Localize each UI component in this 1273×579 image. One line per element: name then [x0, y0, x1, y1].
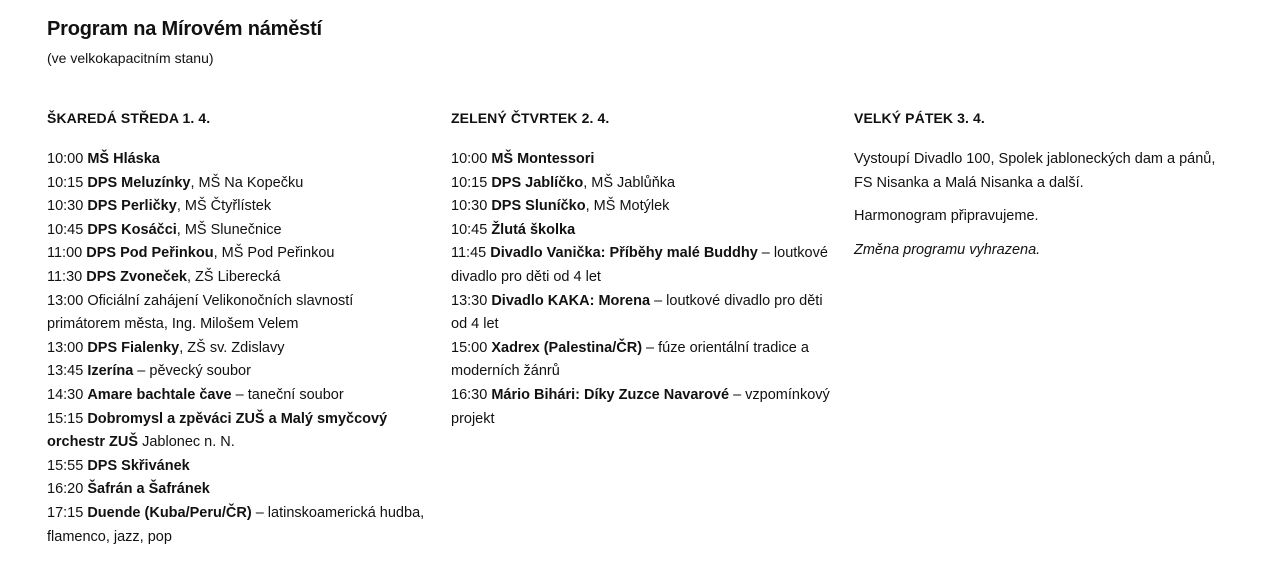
program-item — [47, 266, 427, 290]
program-detail: Jablonec n. N. — [138, 434, 235, 451]
program-time: 10:00 — [451, 151, 488, 167]
program-performer: DPS Fialenky — [87, 339, 180, 356]
program-time: 10:00 — [47, 151, 84, 167]
program-performer: DPS Kosáčci — [87, 221, 177, 238]
program-detail: , MŠ Slunečnice — [176, 221, 282, 238]
change-notice: Změna programu vyhrazena. — [854, 241, 1041, 258]
program-time: 14:30 — [47, 386, 84, 403]
program-detail: , ZŠ sv. Zdislavy — [179, 339, 285, 356]
program-detail: , MŠ Motýlek — [585, 198, 670, 215]
program-time: 15:55 — [47, 457, 84, 474]
program-item — [451, 242, 831, 289]
program-time: 13:30 — [451, 292, 488, 309]
program-detail: , MŠ Čtyřlístek — [176, 198, 272, 215]
program-performer: MŠ Hláska — [87, 151, 160, 167]
program-performer: Duende (Kuba/Peru/ČR) — [87, 504, 252, 521]
program-list — [451, 148, 831, 431]
program-detail: – loutkové divadlo pro děti od 4 let — [451, 292, 823, 333]
program-time: 11:30 — [47, 268, 83, 285]
program-time: 13:00 — [47, 339, 84, 356]
program-item — [451, 337, 831, 384]
program-performer: Žlutá školka — [491, 221, 576, 238]
program-time: 15:15 — [47, 410, 84, 427]
program-time: 10:45 — [47, 221, 84, 238]
program-time: 13:45 — [47, 363, 84, 380]
program-time: 10:30 — [47, 198, 84, 215]
program-performer: DPS Skřivánek — [87, 457, 190, 474]
program-item — [47, 384, 427, 408]
day-column-wednesday — [47, 106, 427, 549]
program-time: 16:20 — [47, 481, 84, 498]
program-performer: MŠ Montessori — [491, 151, 595, 167]
program-item — [451, 219, 831, 243]
program-item — [47, 337, 427, 361]
program-item — [47, 455, 427, 479]
day-heading: VELKÝ PÁTEK 3. 4. — [854, 110, 985, 126]
day-heading: ŠKAREDÁ STŘEDA 1. 4. — [47, 110, 211, 126]
program-time: 11:00 — [47, 245, 83, 262]
program-performer: Dobromysl a zpěváci ZUŠ a Malý smyčcový orchestr ZUŠ — [47, 410, 388, 451]
program-detail: , MŠ Na Kopečku — [190, 174, 304, 191]
program-item — [451, 172, 831, 196]
program-time: 10:15 — [451, 174, 488, 191]
program-item — [47, 290, 427, 337]
program-time: 10:15 — [47, 174, 84, 191]
page-title: Program na Mírovém náměstí — [47, 18, 322, 40]
program-detail: , ZŠ Liberecká — [187, 268, 281, 285]
page-subtitle: (ve velkokapacitním stanu) — [47, 50, 214, 66]
program-performer: DPS Meluzínky — [87, 174, 191, 191]
program-detail: – pěvecký soubor — [133, 363, 251, 380]
program-performer: DPS Pod Peřinkou — [86, 245, 214, 262]
program-performer: Divadlo KAKA: Morena — [491, 292, 651, 309]
program-performer: Divadlo Vanička: Příběhy malé Buddhy — [490, 245, 758, 262]
program-performer: Izerína — [87, 363, 134, 380]
program-time: 10:45 — [451, 221, 488, 238]
program-item — [451, 384, 831, 431]
program-item — [47, 478, 427, 502]
program-performer: Šafrán a Šafránek — [87, 481, 210, 498]
program-item — [47, 502, 427, 549]
program-item — [451, 195, 831, 219]
program-time: 17:15 — [47, 504, 84, 521]
program-item — [47, 242, 427, 266]
program-detail: – fúze orientální tradice a moderních žánrů — [451, 339, 809, 380]
program-performer: Mário Bihári: Díky Zuzce Navarové — [491, 386, 730, 403]
program-detail: – vzpomínkový projekt — [451, 386, 830, 427]
program-time: 10:30 — [451, 198, 488, 215]
program-time: 13:00 — [47, 292, 84, 309]
program-item — [47, 408, 427, 455]
program-performer: DPS Sluníčko — [491, 198, 586, 215]
day-column-friday — [854, 106, 1234, 272]
program-detail: , MŠ Jablůňka — [583, 174, 676, 191]
friday-schedule-note: Harmonogram připravujeme. — [854, 208, 1039, 225]
program-detail: – taneční soubor — [231, 386, 344, 403]
program-item — [47, 219, 427, 243]
program-time: 11:45 — [451, 245, 487, 262]
program-section — [47, 14, 1257, 545]
program-item — [47, 148, 427, 172]
program-performer: Amare bachtale čave — [87, 386, 232, 403]
program-detail: Oficiální zahájení Velikonočních slavností primátorem města, Ing. Milošem Velem — [47, 292, 354, 333]
program-performer: Xadrex (Palestina/ČR) — [491, 339, 643, 356]
program-item — [451, 148, 831, 172]
program-time: 15:00 — [451, 339, 488, 356]
day-column-thursday — [451, 106, 831, 431]
program-item — [451, 290, 831, 337]
program-time: 16:30 — [451, 386, 488, 403]
program-item — [47, 195, 427, 219]
program-detail: – latinskoamerická hudba, flamenco, jazz, pop — [47, 504, 425, 545]
program-list — [47, 148, 427, 549]
program-detail: , MŠ Pod Peřinkou — [213, 245, 335, 262]
program-item — [47, 172, 427, 196]
program-detail: – loutkové divadlo pro děti od 4 let — [451, 245, 828, 285]
friday-description: Vystoupí Divadlo 100, Spolek jabloneckých dam a pánů, FS Nisanka a Malá Nisanka a další. — [854, 151, 1216, 191]
program-performer: DPS Jablíčko — [491, 174, 584, 191]
program-performer: DPS Perličky — [87, 198, 177, 215]
day-heading: ZELENÝ ČTVRTEK 2. 4. — [451, 110, 610, 126]
program-performer: DPS Zvoneček — [86, 268, 187, 285]
program-item — [47, 360, 427, 384]
